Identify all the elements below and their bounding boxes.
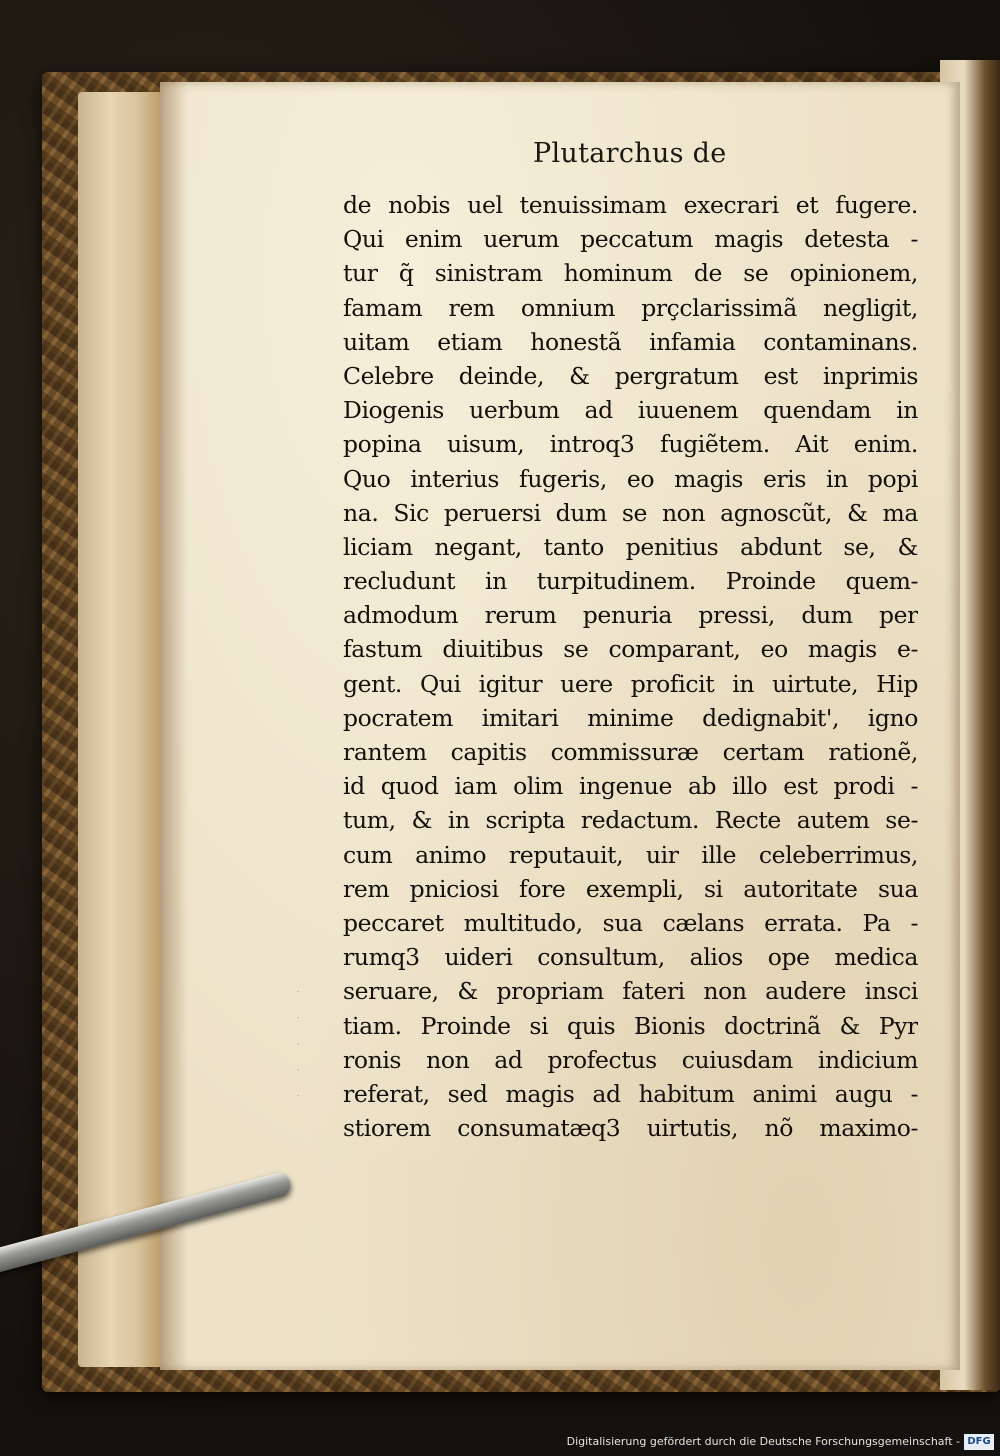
text-line: rem pniciosi fore exempli, si autoritate sua [343,874,918,903]
text-line: Qui enim uerum peccatum magis detesta - [343,225,918,254]
text-line: seruare, & propriam fateri non audere insci [343,977,918,1006]
text-line: cum animo reputauit, uir ille celeberrimus, [343,840,918,869]
text-line: fastum diuitibus se comparant, eo magis e- [343,635,918,664]
digitization-credit: Digitalisierung gefördert durch die Deutsche Forschungsgemeinschaft - [566,1435,960,1448]
text-line: Celebre deinde, & pergratum est inprimis [343,361,918,390]
text-line: popina uisum, introq3 fugiẽtem. Ait enim. [343,430,918,459]
text-line: uitam etiam honestã infamia contaminans. [343,327,918,356]
text-line: peccaret multitudo, sua cælans errata. Pa - [343,908,918,937]
body-text [343,188,918,1145]
gutter-shadow [160,82,188,1370]
text-line: tiam. Proinde si quis Bionis doctrinã & Pyr [343,1011,918,1040]
text-line: liciam negant, tanto penitius abdunt se, & [343,532,918,561]
running-head: Plutarchus de [533,138,727,169]
text-line: tum, & in scripta redactum. Recte autem se- [343,806,918,835]
text-line: ronis non ad profectus cuiusdam indicium [343,1045,918,1074]
footer-bar [0,1430,1000,1456]
show-through-bleed: · · · · · [295,985,300,1104]
text-line: rumq3 uideri consultum, alios ope medica [343,943,918,972]
text-line: famam rem omnium prçclarissimã negligit, [343,293,918,322]
text-line: Diogenis uerbum ad iuuenem quendam in [343,396,918,425]
text-line: pocratem imitari minime dedignabit', igno [343,703,918,732]
text-line: tur q̃ sinistram hominum de se opinionem, [343,259,918,288]
text-line: recludunt in turpitudinem. Proinde quem- [343,567,918,596]
text-line: gent. Qui igitur uere proficit in uirtute, Hip [343,669,918,698]
text-line: id quod iam olim ingenue ab illo est prodi - [343,772,918,801]
text-line: de nobis uel tenuissimam execrari et fugere. [343,191,918,219]
text-line: admodum rerum penuria pressi, dum per [343,601,918,630]
text-line: rantem capitis commissuræ certam rationẽ, [343,738,918,766]
text-line: Quo interius fugeris, eo magis eris in popi [343,464,918,493]
text-line: stiorem consumatæq3 uirtutis, nõ maximo- [343,1114,918,1143]
text-line: referat, sed magis ad habitum animi augu - [343,1079,918,1108]
dfg-logo: DFG [964,1434,994,1450]
text-line: na. Sic peruersi dum se non agnoscũt, & ma [343,498,918,527]
